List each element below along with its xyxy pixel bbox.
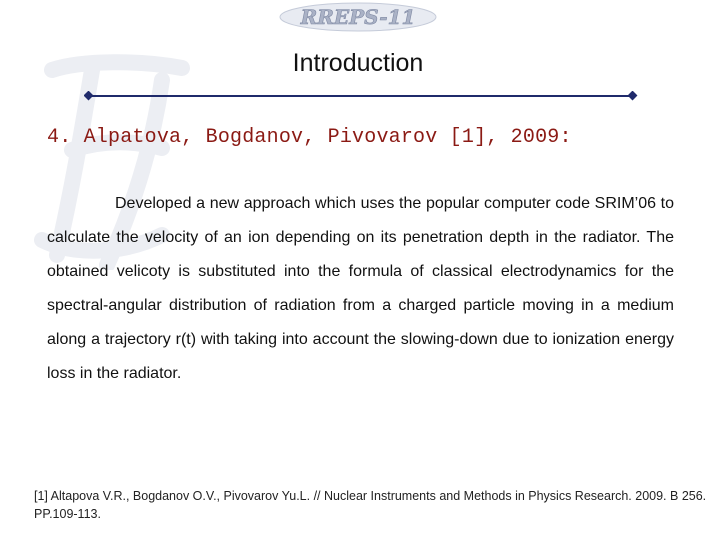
body-paragraph: Developed a new approach which uses the popular computer code SRIM’06 to calculate the velocity of an ion depending on its penetration depth in the radiator. The obtained velicoty is substituted into the formula of classical electrodynamics for the spectral-angular distribution of radiation from a charged particle moving in a medium along a trajectory r(t) with taking into account the slowing-down due to ionization energy loss in the radiator. <box>47 195 674 382</box>
footnote-reference: [1] Altapova V.R., Bogdanov O.V., Pivovarov Yu.L. // Nuclear Instruments and Methods in Physics Research. 2009. B 256. PP.109-113. <box>34 489 707 521</box>
title-divider <box>84 91 638 101</box>
slide-title: Introduction <box>292 49 424 77</box>
left-diamond-icon <box>84 91 93 100</box>
logo-text: RREPS-11 <box>300 5 416 29</box>
right-diamond-icon <box>628 91 638 100</box>
section-heading: 4. Alpatova, Bogdanov, Pivovarov [1], 2009: <box>47 126 572 149</box>
conference-logo <box>278 0 438 34</box>
